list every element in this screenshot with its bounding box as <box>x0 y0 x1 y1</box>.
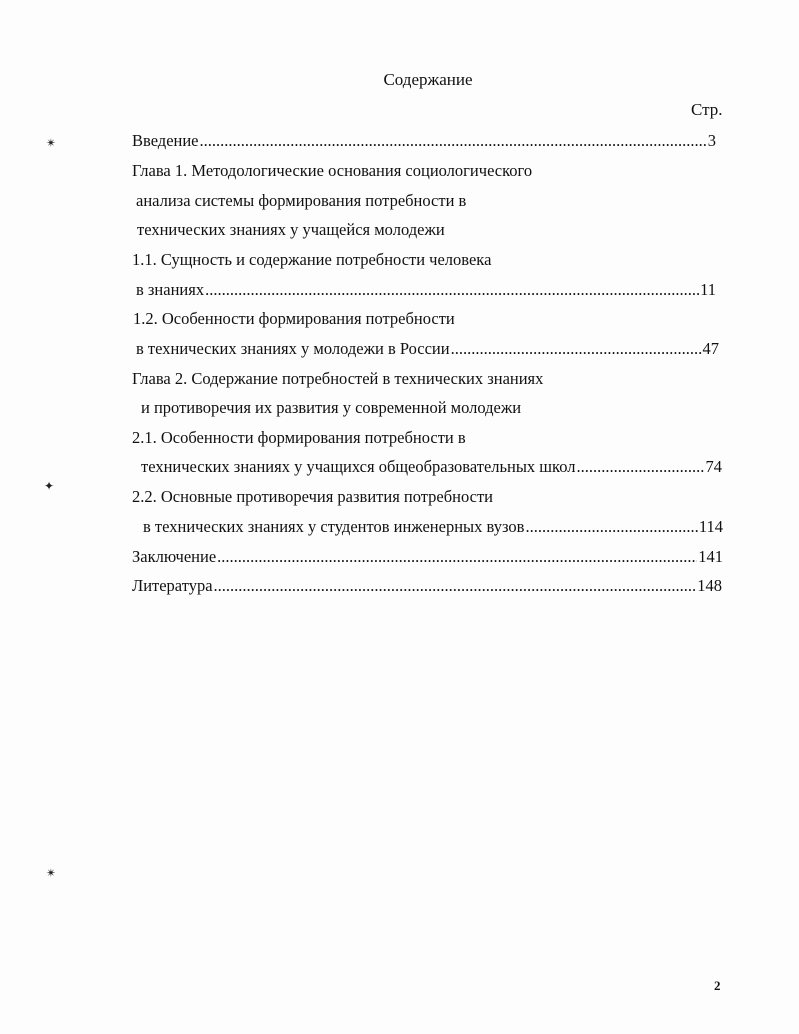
toc-entry-page: 3 <box>707 131 716 150</box>
page-column-label: Стр. <box>691 100 723 119</box>
toc-section-2-1-line-1: 2.1. Особенности формирования потребности в <box>132 428 466 447</box>
toc-chapter-2-line-2: и противоречия их развития у современной молодежи <box>141 398 522 417</box>
toc-entry-page: 148 <box>697 576 722 595</box>
toc-entry-title: Введение <box>132 131 199 150</box>
toc-entry-title: в технических знаниях у студентов инженерных вузов <box>143 517 525 536</box>
page-title: Содержание <box>383 70 473 89</box>
toc-entry-bibliography <box>132 576 722 596</box>
scan-mark: ✴ <box>46 136 57 150</box>
toc-section-2-2-last-line <box>143 517 723 537</box>
dot-leader <box>525 517 697 537</box>
toc-chapter-2-line-1: Глава 2. Содержание потребностей в технических знаниях <box>132 369 544 388</box>
dot-leader <box>214 576 697 596</box>
toc-chapter-1-line-3: технических знаниях у учащейся молодежи <box>137 220 445 239</box>
scan-mark: ✴ <box>46 866 57 880</box>
toc-section-1-1-last-line <box>136 280 716 300</box>
toc-entry-page: 114 <box>698 517 723 536</box>
toc-entry-title: Заключение <box>132 547 217 566</box>
toc-entry-title: технических знаниях у учащихся общеобразовательных школ <box>141 457 576 476</box>
toc-section-1-1-line-1: 1.1. Сущность и содержание потребности человека <box>132 250 492 269</box>
toc-entry-page: 47 <box>702 339 719 358</box>
toc-entry-introduction <box>132 131 716 151</box>
toc-entry-page: 141 <box>698 547 723 566</box>
dot-leader <box>200 131 707 151</box>
toc-section-2-1-last-line <box>141 457 722 477</box>
dot-leader <box>576 457 704 477</box>
scan-mark: ✦ <box>44 479 55 493</box>
toc-section-1-2-line-1: 1.2. Особенности формирования потребности <box>133 309 455 328</box>
toc-entry-title: в знаниях <box>136 280 205 299</box>
toc-section-1-2-last-line <box>136 339 719 359</box>
dot-leader <box>217 547 697 567</box>
dot-leader <box>205 280 699 300</box>
toc-entry-conclusion <box>132 547 723 567</box>
toc-entry-page: 11 <box>700 280 716 299</box>
page-number: 2 <box>714 978 721 993</box>
toc-entry-title: Литература <box>132 576 213 595</box>
toc-entry-title: в технических знаниях у молодежи в России <box>136 339 450 358</box>
toc-chapter-1-line-2: анализа системы формирования потребности в <box>136 191 467 210</box>
dot-leader <box>451 339 702 359</box>
toc-chapter-1-line-1: Глава 1. Методологические основания социологического <box>132 161 533 180</box>
toc-entry-page: 74 <box>705 457 722 476</box>
toc-section-2-2-line-1: 2.2. Основные противоречия развития потребности <box>132 487 494 506</box>
